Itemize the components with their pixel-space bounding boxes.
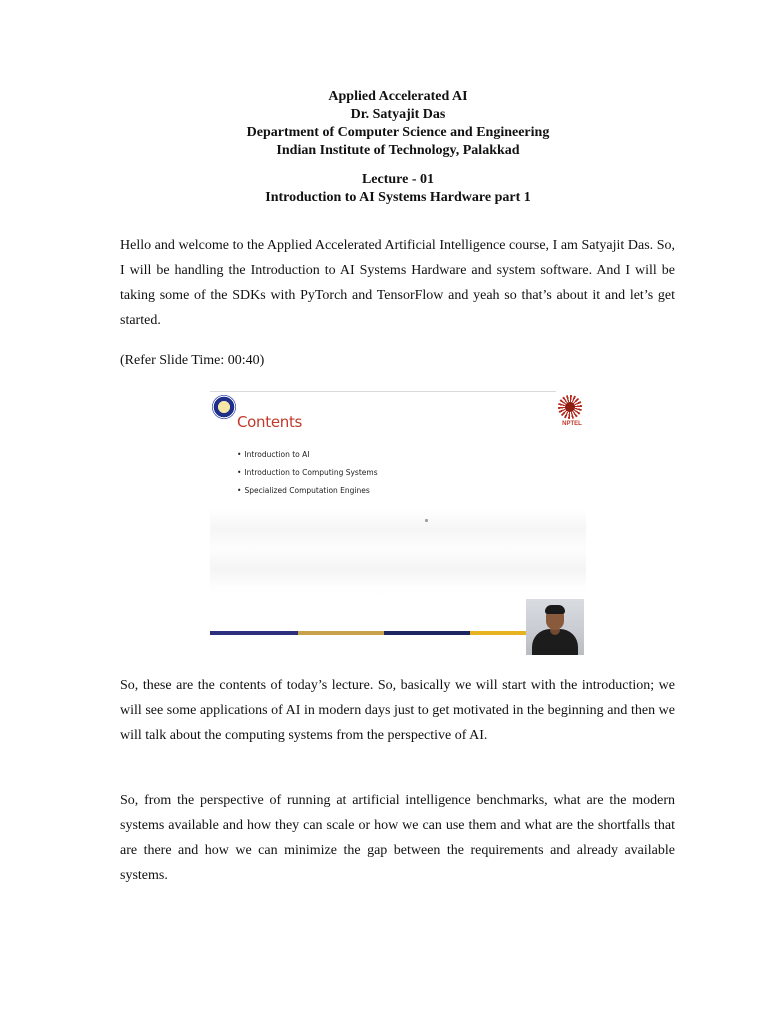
lecture-slide-image — [210, 391, 586, 656]
intro-paragraph: Hello and welcome to the Applied Accelerated Artificial Intelligence course, I am Satyajit Das. So, I will be handling the Introduction to AI Systems Hardware and system software. And I will be taking some of the SDKs with PyTorch and TensorFlow and yeah so that’s about it and let’s get started. — [120, 238, 675, 328]
refer-slide-time: (Refer Slide Time: 00:40) — [120, 353, 265, 368]
slide-footer-bar — [210, 631, 298, 635]
benchmarks-paragraph: So, from the perspective of running at artificial intelligence benchmarks, what are the modern systems available and how they can scale or how we can use them and what are the shortfalls that are there and how we can minimize the gap between the requirements and already available systems. — [120, 793, 675, 883]
slide-top-rule — [210, 391, 556, 392]
lecture-title: Introduction to AI Systems Hardware part 1 — [265, 190, 531, 205]
slide-faded-region — [210, 509, 586, 609]
lecture-heading — [0, 171, 768, 207]
presenter-hair — [545, 605, 565, 614]
instructor-name: Dr. Satyajit Das — [350, 107, 446, 122]
slide-contents-list — [237, 446, 378, 500]
slide-footer-bar — [298, 631, 384, 635]
nptel-logo-label: NPTEL — [562, 421, 582, 427]
slide-list-item: • Specialized Computation Engines — [237, 482, 378, 500]
presenter-webcam-thumbnail — [526, 599, 584, 655]
department-name: Department of Computer Science and Engineering — [246, 125, 550, 140]
institute-name: Indian Institute of Technology, Palakkad — [276, 143, 520, 158]
course-title: Applied Accelerated AI — [328, 89, 468, 104]
slide-title: Contents — [237, 413, 303, 431]
nptel-logo — [558, 395, 582, 419]
slide-footer-bar — [384, 631, 470, 635]
contents-paragraph: So, these are the contents of today’s lecture. So, basically we will start with the introduction; we will see some applications of AI in modern days just to get motivated in the beginning and then we will talk about the computing systems from the perspective of AI. — [120, 678, 675, 743]
slide-list-item: • Introduction to Computing Systems — [237, 464, 378, 482]
iit-palakkad-logo — [212, 395, 236, 419]
document-header — [0, 88, 768, 160]
pointer-cursor-icon — [425, 519, 428, 522]
slide-footer-bar — [470, 631, 526, 635]
lecture-number: Lecture - 01 — [361, 172, 435, 187]
slide-list-item: • Introduction to AI — [237, 446, 378, 464]
